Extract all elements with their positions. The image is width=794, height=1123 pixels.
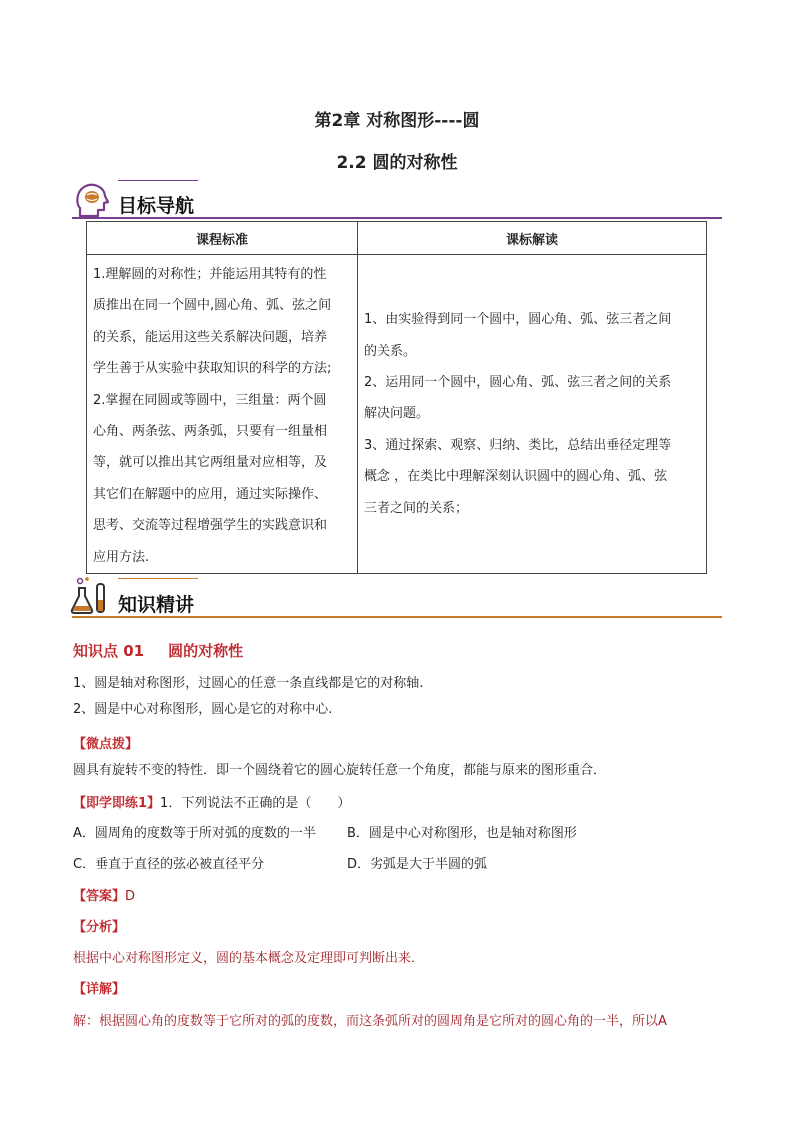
cell-line: 概念 ，在类比中理解深刻认识圆中的圆心角、弧、弦 <box>364 469 668 485</box>
cell-line: 2.掌握在同圆或等圆中，三组量：两个圆 <box>93 392 327 408</box>
section-title: 2.2 圆的对称性 <box>336 153 458 173</box>
cell-line: 思考、交流等过程增强学生的实践意识和 <box>93 518 328 534</box>
standard-cell <box>87 255 358 574</box>
exercise-question: 1．下列说法不正确的是（ ） <box>160 796 351 811</box>
cell-line: 三者之间的关系； <box>364 500 469 516</box>
flask-icon <box>70 576 112 616</box>
cell-line: 心角、两条弦、两条弧，只要有一组量相 <box>93 424 328 440</box>
table-header-standard: 课程标准 <box>87 222 358 255</box>
cell-line: 1、由实验得到同一个圆中，圆心角、弧、弦三者之间 <box>364 312 672 328</box>
point-line: 2、圆是中心对称图形，圆心是它的对称中心. <box>73 702 333 717</box>
banner-topline <box>118 578 198 579</box>
table-header-interpretation: 课标解读 <box>358 222 707 255</box>
option-d: D．劣弧是大于半圆的弧 <box>347 857 488 872</box>
banner-topline <box>118 180 198 181</box>
exercise-label: 【即学即练1】 <box>73 796 161 811</box>
analysis-label: 【分析】 <box>73 920 126 935</box>
exercise-heading <box>73 792 350 811</box>
tip-text: 圆具有旋转不变的特性．即一个圆绕着它的圆心旋转任意一个角度，都能与原来的图形重合． <box>73 763 607 778</box>
cell-line: 1.理解圆的对称性；并能运用其特有的性 <box>93 267 327 282</box>
cell-line: 学生善于从实验中获取知识的科学的方法; <box>93 361 332 377</box>
banner-underline <box>72 217 722 219</box>
cell-line: 应用方法. <box>93 549 150 565</box>
banner-title-knowledge: 知识精讲 <box>118 594 195 616</box>
knowledge-point-title <box>73 640 243 661</box>
analysis-text: 根据中心对称图形定义，圆的基本概念及定理即可判断出来． <box>73 951 425 966</box>
option-a: A．圆周角的度数等于所对弧的度数的一半 <box>73 826 316 841</box>
cell-line: 解决问题。 <box>364 406 430 422</box>
option-c: C．垂直于直径的弦必被直径平分 <box>73 857 265 872</box>
answer-line <box>73 885 135 904</box>
answer-label: 【答案】 <box>73 889 126 904</box>
detail-label: 【详解】 <box>73 982 126 997</box>
point-line: 1、圆是轴对称图形，过圆心的任意一条直线都是它的对称轴. <box>73 676 424 691</box>
banner-underline <box>72 616 722 618</box>
detail-text: 解：根据圆心角的度数等于它所对的弧的度数，而这条弧所对的圆周角是它所对的圆心角的一半，所以A <box>73 1014 667 1029</box>
interpretation-cell <box>358 255 707 574</box>
option-b: B．圆是中心对称图形，也是轴对称图形 <box>347 826 577 841</box>
knowledge-point-name: 圆的对称性 <box>168 642 244 660</box>
brain-icon <box>72 180 112 220</box>
cell-line: 等，就可以推出其它两组量对应相等，及 <box>93 455 328 471</box>
cell-line: 的关系，能运用这些关系解决问题，培养 <box>93 329 328 345</box>
cell-line: 3、通过探索、观察、归纳、类比，总结出垂径定理等 <box>364 437 672 453</box>
answer-value: D <box>125 889 136 904</box>
chapter-title: 第2章 对称图形----圆 <box>314 111 480 131</box>
standards-table <box>86 221 707 574</box>
cell-line: 质推出在同一个圆中,圆心角、弧、弦之间 <box>93 298 332 314</box>
cell-line: 的关系。 <box>364 343 417 359</box>
banner-title-goals: 目标导航 <box>118 195 195 217</box>
knowledge-point-label: 知识点 01 <box>73 642 145 660</box>
cell-line: 2、运用同一个圆中，圆心角、弧、弦三者之间的关系 <box>364 374 672 390</box>
cell-line: 其它们在解题中的应用，通过实际操作、 <box>93 486 328 502</box>
tip-label: 【微点拨】 <box>73 737 139 752</box>
